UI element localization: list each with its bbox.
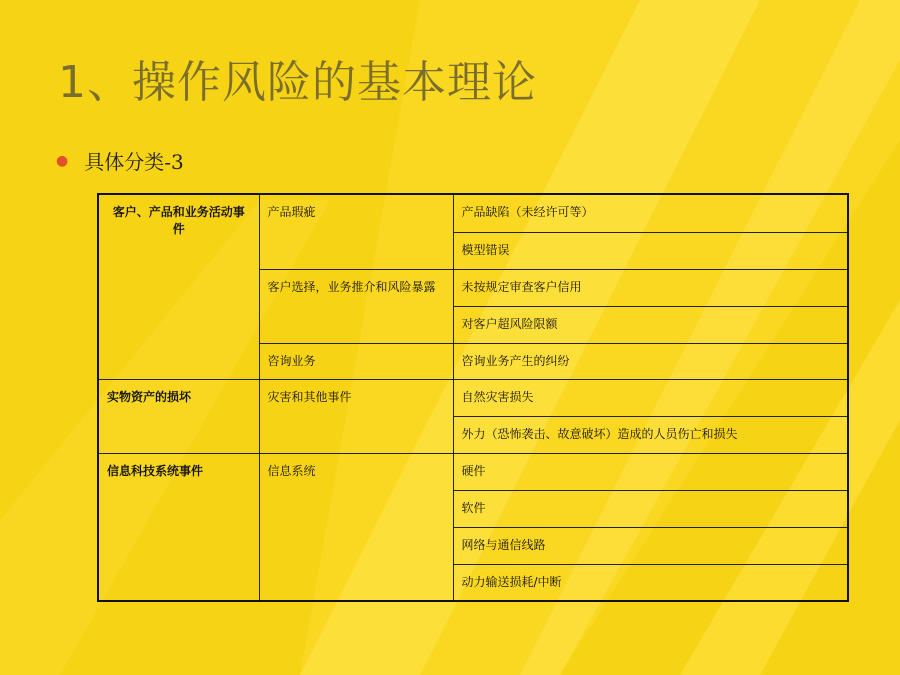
detail-cell: 动力输送损耗/中断	[453, 564, 848, 601]
category-cell: 信息科技系统事件	[98, 453, 259, 601]
category-cell: 客户、产品和业务活动事件	[98, 194, 259, 379]
detail-cell: 软件	[453, 490, 848, 527]
slide-title: 1、操作风险的基本理论	[58, 57, 537, 108]
table-row	[98, 194, 848, 232]
subtype-cell: 产品瑕疵	[259, 194, 453, 269]
subtype-cell: 咨询业务	[259, 343, 453, 379]
detail-cell: 硬件	[453, 453, 848, 490]
subtype-cell: 客户选择，业务推介和风险暴露	[259, 269, 453, 343]
table-row	[98, 379, 848, 416]
detail-cell: 网络与通信线路	[453, 527, 848, 564]
risk-category-table	[97, 193, 849, 602]
detail-cell: 模型错误	[453, 232, 848, 269]
table-row	[98, 453, 848, 490]
bullet-item	[56, 146, 184, 175]
detail-cell: 外力（恐怖袭击、故意破坏）造成的人员伤亡和损失	[453, 416, 848, 453]
bullet-text: 具体分类-3	[84, 150, 184, 174]
category-cell: 实物资产的损坏	[98, 379, 259, 453]
subtype-cell: 信息系统	[259, 453, 453, 601]
detail-cell: 未按规定审查客户信用	[453, 269, 848, 306]
detail-cell: 咨询业务产生的纠纷	[453, 343, 848, 379]
bullet-dot-icon: ●	[56, 152, 69, 169]
detail-cell: 对客户超风险限额	[453, 306, 848, 343]
detail-cell: 自然灾害损失	[453, 379, 848, 416]
subtype-cell: 灾害和其他事件	[259, 379, 453, 453]
detail-cell: 产品缺陷（未经许可等）	[453, 194, 848, 232]
